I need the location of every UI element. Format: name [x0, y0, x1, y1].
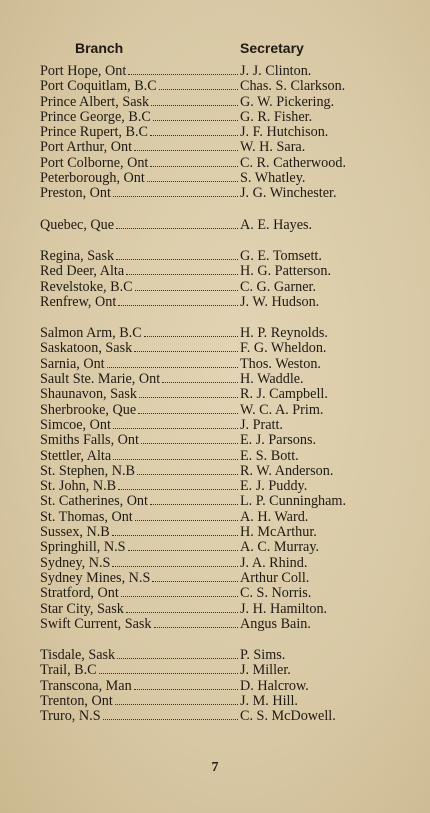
secretary-name: J. J. Clinton. [240, 63, 312, 79]
dot-leader [99, 664, 238, 674]
dot-leader [134, 141, 238, 151]
list-item [40, 586, 385, 601]
branch-name: Sault Ste. Marie, Ont [40, 371, 161, 388]
list-item [40, 510, 385, 525]
secretary-name: R. W. Anderson. [240, 462, 334, 479]
branch-name: Port Hope, Ont [40, 63, 127, 79]
secretary-name: R. J. Campbell. [240, 386, 328, 403]
secretary-name: Arthur Coll. [240, 569, 310, 586]
secretary-name: A. H. Ward. [240, 508, 309, 525]
secretary-name: A. C. Murray. [240, 539, 320, 556]
dot-leader [162, 373, 238, 383]
dot-leader [118, 480, 238, 490]
list-item [40, 64, 385, 79]
list-item [40, 186, 385, 201]
branch-name: Simcoe, Ont [40, 416, 111, 433]
branch-name: Renfrew, Ont [40, 293, 117, 310]
letter-group [40, 249, 385, 310]
list-item [40, 280, 385, 295]
dot-leader [144, 327, 238, 337]
branch-name: Salmon Arm, B.C [40, 325, 142, 342]
secretary-name: H. McArthur. [240, 524, 317, 541]
letter-group [40, 218, 385, 233]
secretary-name: J. W. Hudson. [240, 293, 320, 310]
dot-leader [113, 187, 238, 197]
list-item [40, 372, 385, 387]
dot-leader [112, 557, 238, 567]
secretary-name: D. Halcrow. [240, 677, 309, 694]
secretary-name: H. P. Reynolds. [240, 325, 328, 342]
dot-leader [116, 219, 238, 229]
dot-leader [154, 618, 238, 628]
branch-name: St. Catherines, Ont [40, 493, 148, 510]
dot-leader [150, 126, 238, 136]
list-item [40, 540, 385, 555]
list-item [40, 357, 385, 372]
list-item [40, 571, 385, 586]
branch-name: St. Thomas, Ont [40, 508, 133, 525]
dot-leader [134, 680, 238, 690]
column-header [0, 40, 430, 58]
branch-name: Red Deer, Alta [40, 263, 125, 280]
branch-name: Sussex, N.B [40, 524, 110, 541]
branch-name: Smiths Falls, Ont [40, 432, 139, 449]
secretary-name: A. E. Hayes. [240, 216, 313, 233]
list-item [40, 249, 385, 264]
list-item [40, 125, 385, 140]
secretary-name: Angus Bain. [240, 615, 311, 632]
secretary-name: G. R. Fisher. [240, 108, 313, 125]
secretary-name: F. G. Wheldon. [240, 340, 327, 357]
list-item [40, 264, 385, 279]
secretary-name: J. M. Hill. [240, 692, 298, 709]
list-item [40, 110, 385, 125]
secretary-name: G. E. Tomsett. [240, 247, 322, 264]
secretary-name: P. Sims. [240, 647, 286, 664]
list-item [40, 171, 385, 186]
branch-name: Shaunavon, Sask [40, 386, 137, 403]
list-item [40, 326, 385, 341]
branch-name: Prince Rupert, B.C [40, 124, 148, 141]
branch-name: Star City, Sask [40, 600, 124, 617]
secretary-name: W. H. Sara. [240, 139, 306, 156]
dot-leader [152, 572, 238, 582]
branch-name: Regina, Sask [40, 247, 115, 264]
secretary-name: J. F. Hutchison. [240, 124, 329, 141]
secretary-name: C. S. Norris. [240, 585, 312, 602]
branch-name: Sherbrooke, Que [40, 401, 137, 418]
branch-name: Stettler, Alta [40, 447, 112, 464]
branch-column-heading: Branch [75, 40, 124, 56]
list-item [40, 95, 385, 110]
dot-leader [115, 695, 238, 705]
branch-name: Sydney, N.S [40, 554, 111, 571]
secretary-name: W. C. A. Prim. [240, 401, 324, 418]
secretary-name: S. Whatley. [240, 170, 306, 187]
secretary-name: E. J. Parsons. [240, 432, 317, 449]
list-item [40, 418, 385, 433]
secretary-name: C. G. Garner. [240, 278, 317, 295]
list-item [40, 156, 385, 171]
list-item [40, 140, 385, 155]
branch-name: Sydney Mines, N.S [40, 569, 151, 586]
dot-leader [112, 526, 238, 536]
dot-leader [135, 511, 238, 521]
list-item [40, 79, 385, 94]
branch-name: St. John, N.B [40, 478, 117, 495]
page-number: 7 [211, 760, 219, 775]
list-item [40, 556, 385, 571]
branch-name: Trail, B.C [40, 662, 97, 679]
branch-name: Prince Albert, Sask [40, 93, 150, 110]
list-item [40, 464, 385, 479]
secretary-name: C. R. Catherwood. [240, 154, 347, 171]
secretary-column-heading: Secretary [240, 40, 304, 56]
dot-leader [113, 450, 238, 460]
list-item [40, 602, 385, 617]
list-item [40, 387, 385, 402]
branch-name: Springhill, N.S [40, 539, 126, 556]
list-item [40, 648, 385, 663]
dot-leader [137, 465, 238, 475]
dot-leader [151, 96, 238, 106]
list-item [40, 679, 385, 694]
branch-name: Peterborough, Ont [40, 170, 145, 187]
secretary-name: G. W. Pickering. [240, 93, 335, 110]
branch-name: Truro, N.S [40, 708, 101, 725]
branch-name: Revelstoke, B.C [40, 278, 133, 295]
dot-leader [117, 649, 238, 659]
list-item [40, 403, 385, 418]
list-item [40, 341, 385, 356]
letter-group [40, 64, 385, 202]
branch-name: Quebec, Que [40, 216, 115, 233]
dot-leader [141, 434, 238, 444]
list-item [40, 449, 385, 464]
branch-name: Swift Current, Sask [40, 615, 152, 632]
list-item [40, 218, 385, 233]
letter-group [40, 326, 385, 632]
dot-leader [126, 603, 238, 613]
secretary-name: E. J. Puddy. [240, 478, 308, 495]
branch-name: Stratford, Ont [40, 585, 119, 602]
dot-leader [159, 80, 238, 90]
secretary-name: J. H. Hamilton. [240, 600, 328, 617]
secretary-name: J. Pratt. [240, 416, 283, 433]
dot-leader [134, 342, 238, 352]
branch-name: Saskatoon, Sask [40, 340, 133, 357]
list-item [40, 433, 385, 448]
branch-name: Transcona, Man [40, 677, 132, 694]
dot-leader [135, 281, 238, 291]
dot-leader [107, 358, 238, 368]
secretary-name: C. S. McDowell. [240, 708, 336, 725]
list-item [40, 494, 385, 509]
secretary-name: J. Miller. [240, 662, 291, 679]
dot-leader [128, 541, 238, 551]
list-item [40, 479, 385, 494]
list-item [40, 617, 385, 632]
secretary-name: J. A. Rhind. [240, 554, 308, 571]
dot-leader [139, 388, 238, 398]
dot-leader [128, 65, 238, 75]
secretary-name: E. S. Bott. [240, 447, 299, 464]
branch-name: Port Arthur, Ont [40, 139, 133, 156]
dot-leader [116, 250, 238, 260]
dot-leader [118, 296, 238, 306]
list-item [40, 525, 385, 540]
dot-leader [121, 587, 238, 597]
dot-leader [126, 265, 238, 275]
branch-name: Sarnia, Ont [40, 355, 105, 372]
dot-leader [147, 172, 238, 182]
secretary-name: H. Waddle. [240, 371, 304, 388]
list-item [40, 709, 385, 724]
branch-name: Prince George, B.C [40, 108, 151, 125]
branch-name: Trenton, Ont [40, 692, 113, 709]
secretary-name: Thos. Weston. [240, 355, 321, 372]
secretary-name: Chas. S. Clarkson. [240, 78, 346, 95]
list-item [40, 295, 385, 310]
branch-name: St. Stephen, N.B [40, 462, 135, 479]
secretary-name: L. P. Cunningham. [240, 493, 347, 510]
dot-leader [153, 111, 238, 121]
letter-group [40, 648, 385, 724]
dot-leader [138, 404, 238, 414]
branch-name: Tisdale, Sask [40, 647, 116, 664]
list-item [40, 663, 385, 678]
dot-leader [113, 419, 238, 429]
branch-name: Port Coquitlam, B.C [40, 78, 157, 95]
branch-secretary-list [40, 64, 385, 741]
dot-leader [150, 495, 238, 505]
list-item [40, 694, 385, 709]
dot-leader [103, 710, 238, 720]
secretary-name: J. G. Winchester. [240, 185, 337, 202]
branch-name: Preston, Ont [40, 185, 111, 202]
branch-name: Port Colborne, Ont [40, 154, 149, 171]
dot-leader [150, 157, 238, 167]
secretary-name: H. G. Patterson. [240, 263, 332, 280]
